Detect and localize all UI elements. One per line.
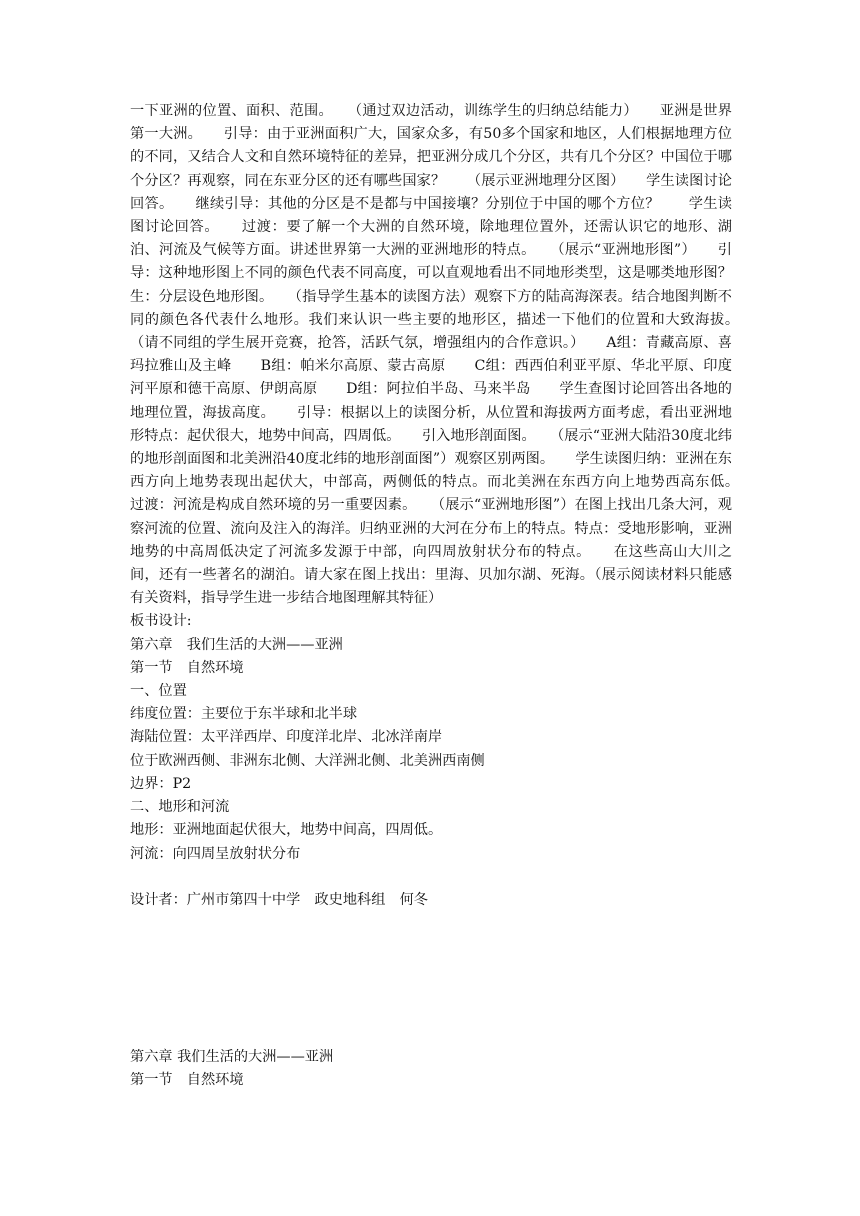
board-line-section: 第一节 自然环境	[130, 659, 244, 676]
board-line-latitude: 纬度位置：主要位于东半球和北半球	[130, 706, 358, 723]
document-page	[130, 100, 761, 912]
footer-chapter: 第六章 我们生活的大洲——亚洲	[130, 1049, 334, 1065]
spacer	[130, 866, 732, 889]
board-line-neighbors: 位于欧洲西侧、非洲东北侧、大洋洲北侧、北美洲西南侧	[130, 752, 485, 769]
board-line-chapter: 第六章 我们生活的大洲——亚洲	[130, 636, 343, 653]
footer-section: 第一节 自然环境	[130, 1072, 244, 1089]
board-line-rivers: 河流：向四周呈放射状分布	[130, 845, 301, 862]
board-line-terrain: 地形：亚洲地面起伏很大，地势中间高，四周低。	[130, 822, 443, 839]
designer-credit: 设计者：广州市第四十中学 政史地科组 何冬	[130, 891, 428, 908]
board-line-boundary: 边界：P2	[130, 775, 192, 792]
board-line-sea-land: 海陆位置：太平洋西岸、印度洋北岸、北冰洋南岸	[130, 729, 443, 746]
board-heading: 板书设计:	[130, 613, 192, 630]
body-paragraph: 一下亚洲的位置、面积、范围。 （通过双边活动，训练学生的归纳总结能力） 亚洲是世界第一大洲。 引导：由于亚洲面积广大，国家众多，有50多个国家和地区，人们根据地理方位的不同，又结合人文和自然环境特征的差异，把亚洲分成几个分区，共有几个分区？中国位于哪个分区？再观察，同在东亚分区的还有哪些国家？ （展示亚洲地理分区图） 学生读图讨论回答。 继续引导：其他的分区是不是都与中国接壤？分别位于中国的哪个方位？ 学生读图讨论回答。 过渡：要了解一个大洲的自然环境，除地理位置外，还需认识它的地形、湖泊、河流及气候等方面。讲述世界第一大洲的亚洲地形的特点。 （展示“亚洲地形图”） 引导：这种地形图上不同的颜色代表不同高度，可以直观地看出不同地形类型，这是哪类地形图？ 生：分层设色地形图。 （指导学生基本的读图方法）观察下方的陆高海深表。结合地图判断不同的颜色各代表什么地形。我们来认识一些主要的地形区，描述一下他们的位置和大致海拔。 （请不同组的学生展开竞赛，抢答，活跃气氛，增强组内的合作意识。） A组：青藏高原、喜玛拉雅山及主峰 B组：帕米尔高原、蒙古高原 C组：西西伯利亚平原、华北平原、印度河平原和德干高原、伊朗高原 D组：阿拉伯半岛、马来半岛 学生查图讨论回答出各地的地理位置，海拔高度。 引导：根据以上的读图分析，从位置和海拔两方面考虑，看出亚洲地形特点：起伏很大，地势中间高，四周低。 引入地形剖面图。 （展示“亚洲大陆沿30度北纬的地形剖面图和北美洲沿40度北纬的地形剖面图”）观察区别两图。 学生读图归纳：亚洲在东西方向上地势表现出起伏大，中部高，两侧低的特点。而北美洲在东西方向上地势西高东低。 过渡：河流是构成自然环境的另一重要因素。 （展示“亚洲地形图”）在图上找出几条大河，观察河流的位置、流向及注入的海洋。归纳亚洲的大河在分布上的特点。特点：受地形影响，亚洲地势的中高周低决定了河流多发源于中部，向四周放射状分布的特点。 在这些高山大川之间，还有一些著名的湖泊。请大家在图上找出：里海、贝加尔湖、死海。（展示阅读材料只能感有关资料，指导学生进一步结合地图理解其特征）	[130, 103, 761, 607]
next-page-heading	[130, 1046, 732, 1092]
board-line-location-heading: 一、位置	[130, 683, 187, 700]
board-line-terrain-heading: 二、地形和河流	[130, 799, 230, 816]
